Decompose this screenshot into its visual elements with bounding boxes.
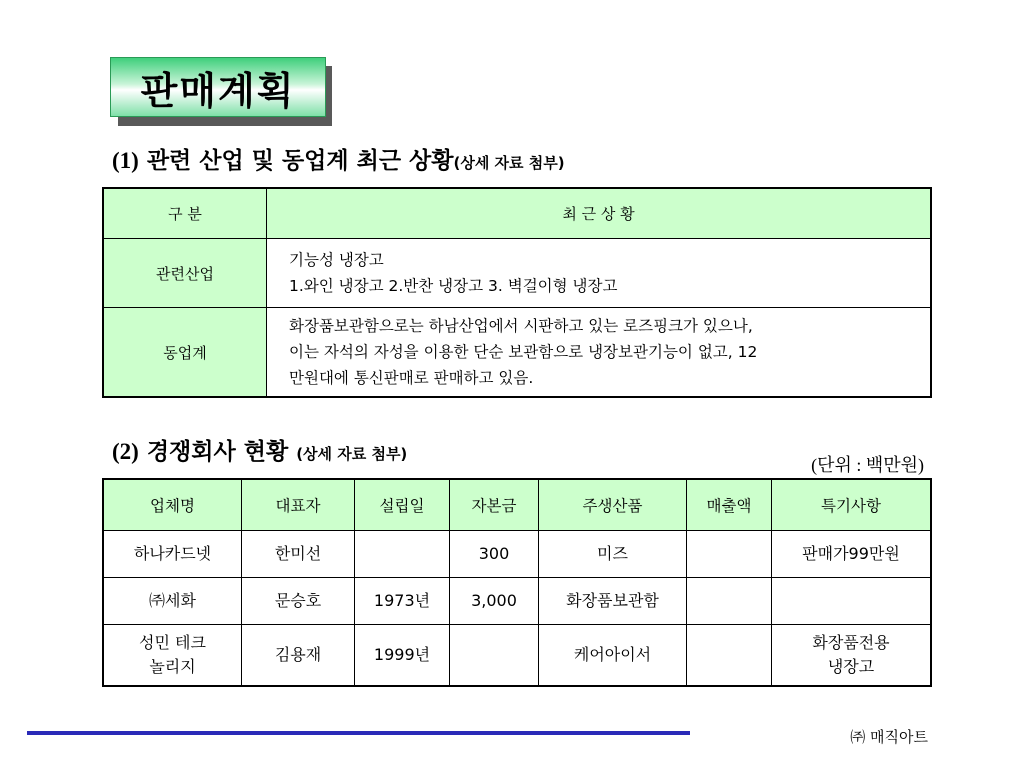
table-row (103, 308, 931, 398)
section2-title: 경쟁회사 현황 (146, 439, 289, 465)
content-line: 이는 자석의 자성을 이용한 단순 보관함으로 냉장보관기능이 없고, 12 (289, 343, 758, 361)
table-header: 자본금 (450, 479, 539, 531)
row-label: 동업계 (103, 308, 267, 398)
cell: 화장품보관함 (539, 578, 687, 625)
cell (687, 578, 772, 625)
cell (687, 531, 772, 578)
row-content (267, 239, 932, 308)
content-line: 기능성 냉장고 (289, 251, 384, 269)
section2-number: (2) (112, 439, 139, 464)
cell: 김용재 (242, 625, 355, 687)
table-header: 대표자 (242, 479, 355, 531)
section2-note: (상세 자료 첨부) (296, 445, 408, 463)
table-header: 업체명 (103, 479, 242, 531)
cell: 3,000 (450, 578, 539, 625)
table-header: 주생산품 (539, 479, 687, 531)
section1-heading (112, 142, 565, 175)
row-content (267, 308, 932, 398)
section1-number: (1) (112, 148, 139, 173)
cell (687, 625, 772, 687)
page-title: 판매계획 (110, 57, 326, 117)
section1-note: (상세 자료 첨부) (453, 154, 565, 172)
content-line: 만원대에 통신판매로 판매하고 있음. (289, 369, 534, 387)
cell (772, 578, 932, 625)
cell: 판매가99만원 (772, 531, 932, 578)
footer-divider (27, 731, 690, 735)
cell (450, 625, 539, 687)
table-header: 매출액 (687, 479, 772, 531)
competitor-table (102, 478, 932, 687)
cell: 성민 테크 놀리지 (103, 625, 242, 687)
cell: 1973년 (355, 578, 450, 625)
cell: 300 (450, 531, 539, 578)
cell: 미즈 (539, 531, 687, 578)
cell: 문승호 (242, 578, 355, 625)
table-row (103, 531, 931, 578)
section2-heading (112, 433, 407, 466)
cell: 케어아이서 (539, 625, 687, 687)
content-line: 화장품보관함으로는 하남산업에서 시판하고 있는 로즈핑크가 있으나, (289, 317, 753, 335)
table-header: 최 근 상 황 (267, 188, 932, 239)
cell: 하나카드넷 (103, 531, 242, 578)
table-row (103, 239, 931, 308)
company-name: ㈜ 매직아트 (850, 728, 928, 746)
cell: 1999년 (355, 625, 450, 687)
table-row (103, 625, 931, 687)
cell: 한미선 (242, 531, 355, 578)
row-label: 관련산업 (103, 239, 267, 308)
section1-title: 관련 산업 및 동업계 최근 상황 (146, 148, 454, 174)
table-header: 특기사항 (772, 479, 932, 531)
table-header: 구 분 (103, 188, 267, 239)
content-line: 1.와인 냉장고 2.반찬 냉장고 3. 벽걸이형 냉장고 (289, 277, 618, 295)
cell: ㈜세화 (103, 578, 242, 625)
cell: 화장품전용 냉장고 (772, 625, 932, 687)
table-row (103, 578, 931, 625)
cell (355, 531, 450, 578)
unit-label: (단위 : 백만원) (811, 455, 924, 475)
industry-status-table (102, 187, 932, 398)
table-header: 설립일 (355, 479, 450, 531)
